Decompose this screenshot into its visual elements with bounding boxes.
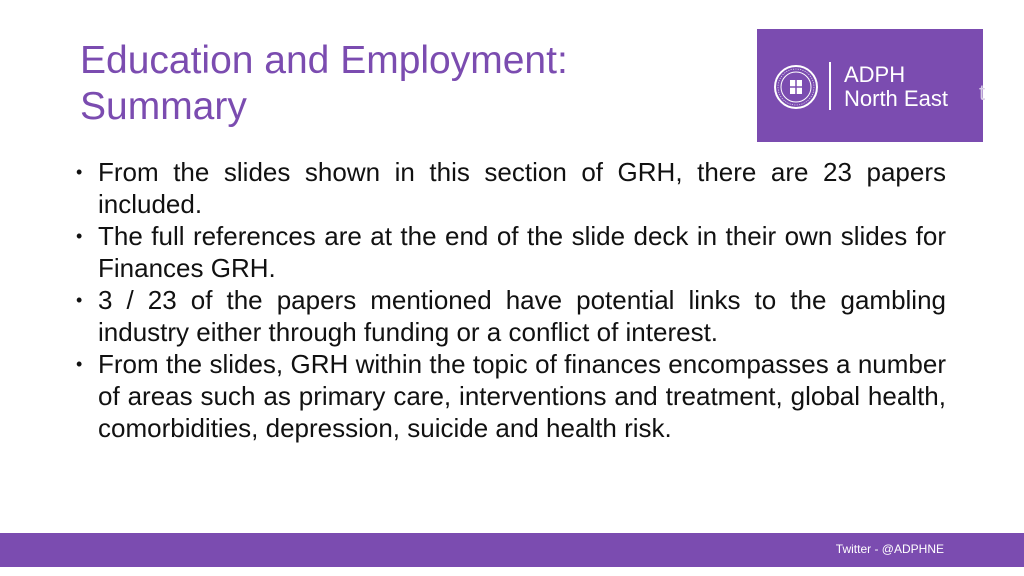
bullet-item <box>76 284 946 348</box>
bullet-dot-icon: • <box>76 290 83 310</box>
logo-ghost-text: t <box>979 80 986 105</box>
bullet-text: The full references are at the end of the slide deck in their own slides for Finances GRH. <box>98 221 946 283</box>
logo-text <box>844 63 948 111</box>
summary-bullet-list <box>76 156 946 444</box>
page-title-line-2: Summary <box>80 85 247 128</box>
bullet-dot-icon: • <box>76 354 83 374</box>
bullet-dot-icon: • <box>76 162 83 182</box>
logo-text-line-1: ADPH <box>844 62 906 87</box>
logo-text-line-2: North East <box>844 86 948 111</box>
page-title <box>80 38 720 130</box>
bullet-text: From the slides, GRH within the topic of finances encompasses a number of areas such as primary care, interventions and treatment, global health, comorbidities, depression, suicide and health risk. <box>98 349 946 443</box>
logo-divider <box>829 62 831 110</box>
bullet-item <box>76 348 946 444</box>
adph-logo <box>757 29 986 142</box>
bullet-item <box>76 220 946 284</box>
page-title-line-1: Education and Employment: <box>80 39 568 82</box>
footer-twitter-handle: Twitter - @ADPHNE <box>835 542 944 556</box>
bullet-item <box>76 156 946 220</box>
footer-bar <box>0 533 1024 567</box>
bullet-text: 3 / 23 of the papers mentioned have potential links to the gambling industry either through funding or a conflict of interest. <box>98 285 946 347</box>
university-seal-icon <box>773 64 819 110</box>
bullet-text: From the slides shown in this section of GRH, there are 23 papers included. <box>98 157 946 219</box>
bullet-dot-icon: • <box>76 226 83 246</box>
